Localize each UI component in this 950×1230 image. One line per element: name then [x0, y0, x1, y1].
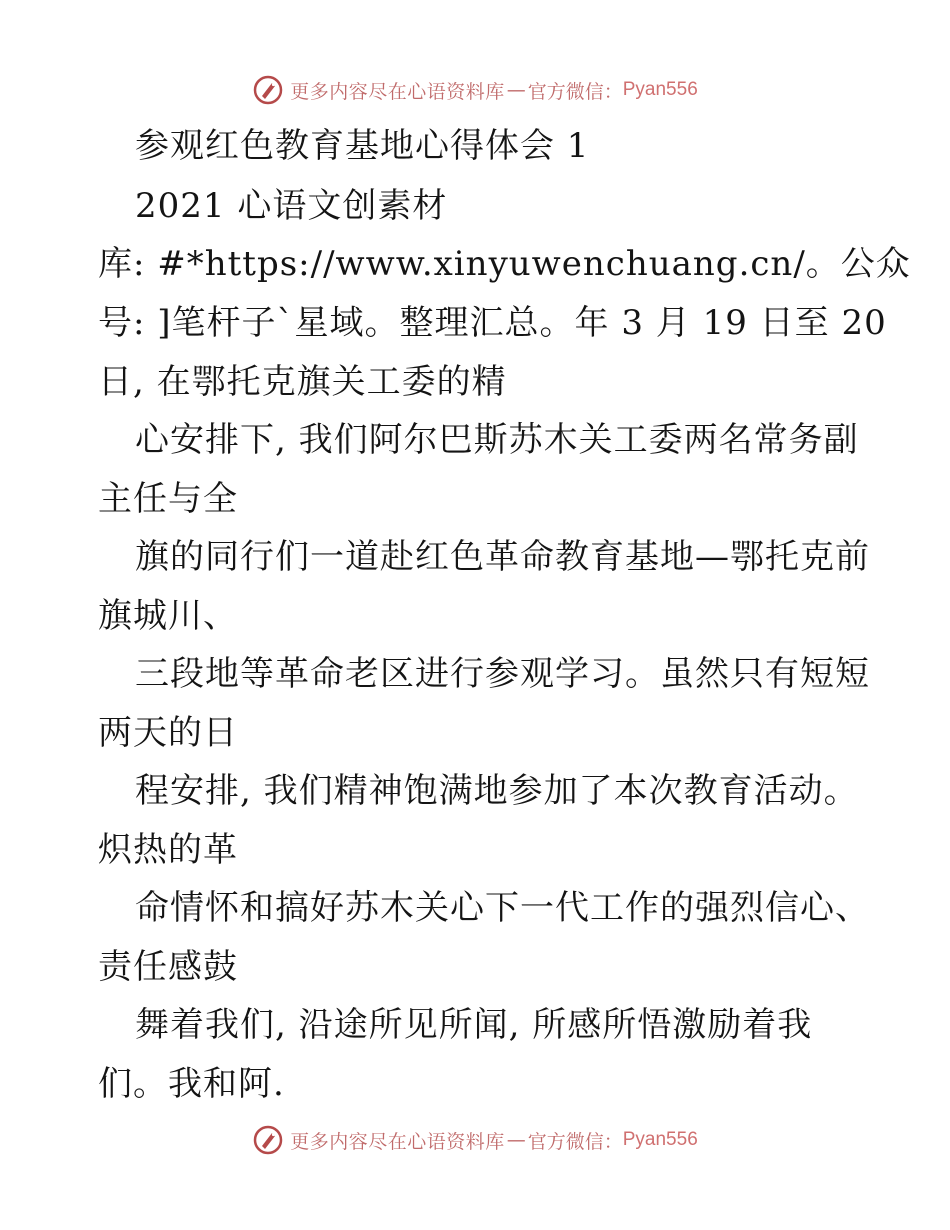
banner-handle: Pyan556 — [622, 79, 698, 100]
body-line: 主任与全 — [98, 479, 238, 519]
body-line: 2021 心语文创素材 — [135, 186, 448, 226]
body-line: 炽热的革 — [98, 830, 238, 870]
body-line: 舞着我们, 沿途所见所闻, 所感所悟激励着我 — [135, 1005, 813, 1045]
body-line: 命情怀和搞好苏木关心下一代工作的强烈信心、 — [135, 888, 870, 928]
footer-banner — [0, 1120, 950, 1160]
body-line: 日, 在鄂托克旗关工委的精 — [98, 362, 507, 402]
pen-nib-logo-icon — [252, 1124, 284, 1156]
banner-text: 更多内容尽在心语资料库 — [290, 1130, 505, 1153]
banner-text: 更多内容尽在心语资料库 — [290, 80, 505, 103]
body-line: 们。我和阿. — [98, 1064, 285, 1104]
banner-dash: — — [506, 1129, 526, 1151]
body-line: 库: #*https://www.xinyuwenchuang.cn/。公众 — [98, 244, 911, 284]
body-line: 心安排下, 我们阿尔巴斯苏木关工委两名常务副 — [135, 420, 859, 460]
body-line: 旗的同行们一道赴红色革命教育基地—鄂托克前 — [135, 537, 870, 577]
body-line: 责任感鼓 — [98, 947, 238, 987]
body-line: 程安排, 我们精神饱满地参加了本次教育活动。 — [135, 771, 859, 811]
body-line: 两天的日 — [98, 713, 238, 753]
body-line: 旗城川、 — [98, 596, 238, 636]
banner-label: 官方微信： — [527, 1130, 623, 1153]
banner-handle: Pyan556 — [622, 1129, 698, 1150]
body-line: 三段地等革命老区进行参观学习。虽然只有短短 — [135, 654, 870, 694]
document-title: 参观红色教育基地心得体会 1 — [135, 126, 590, 166]
body-line: 号: ]笔杆子`星域。整理汇总。年 3 月 19 日至 20 — [98, 303, 887, 343]
banner-label: 官方微信： — [527, 80, 623, 103]
banner-dash: — — [506, 79, 526, 101]
